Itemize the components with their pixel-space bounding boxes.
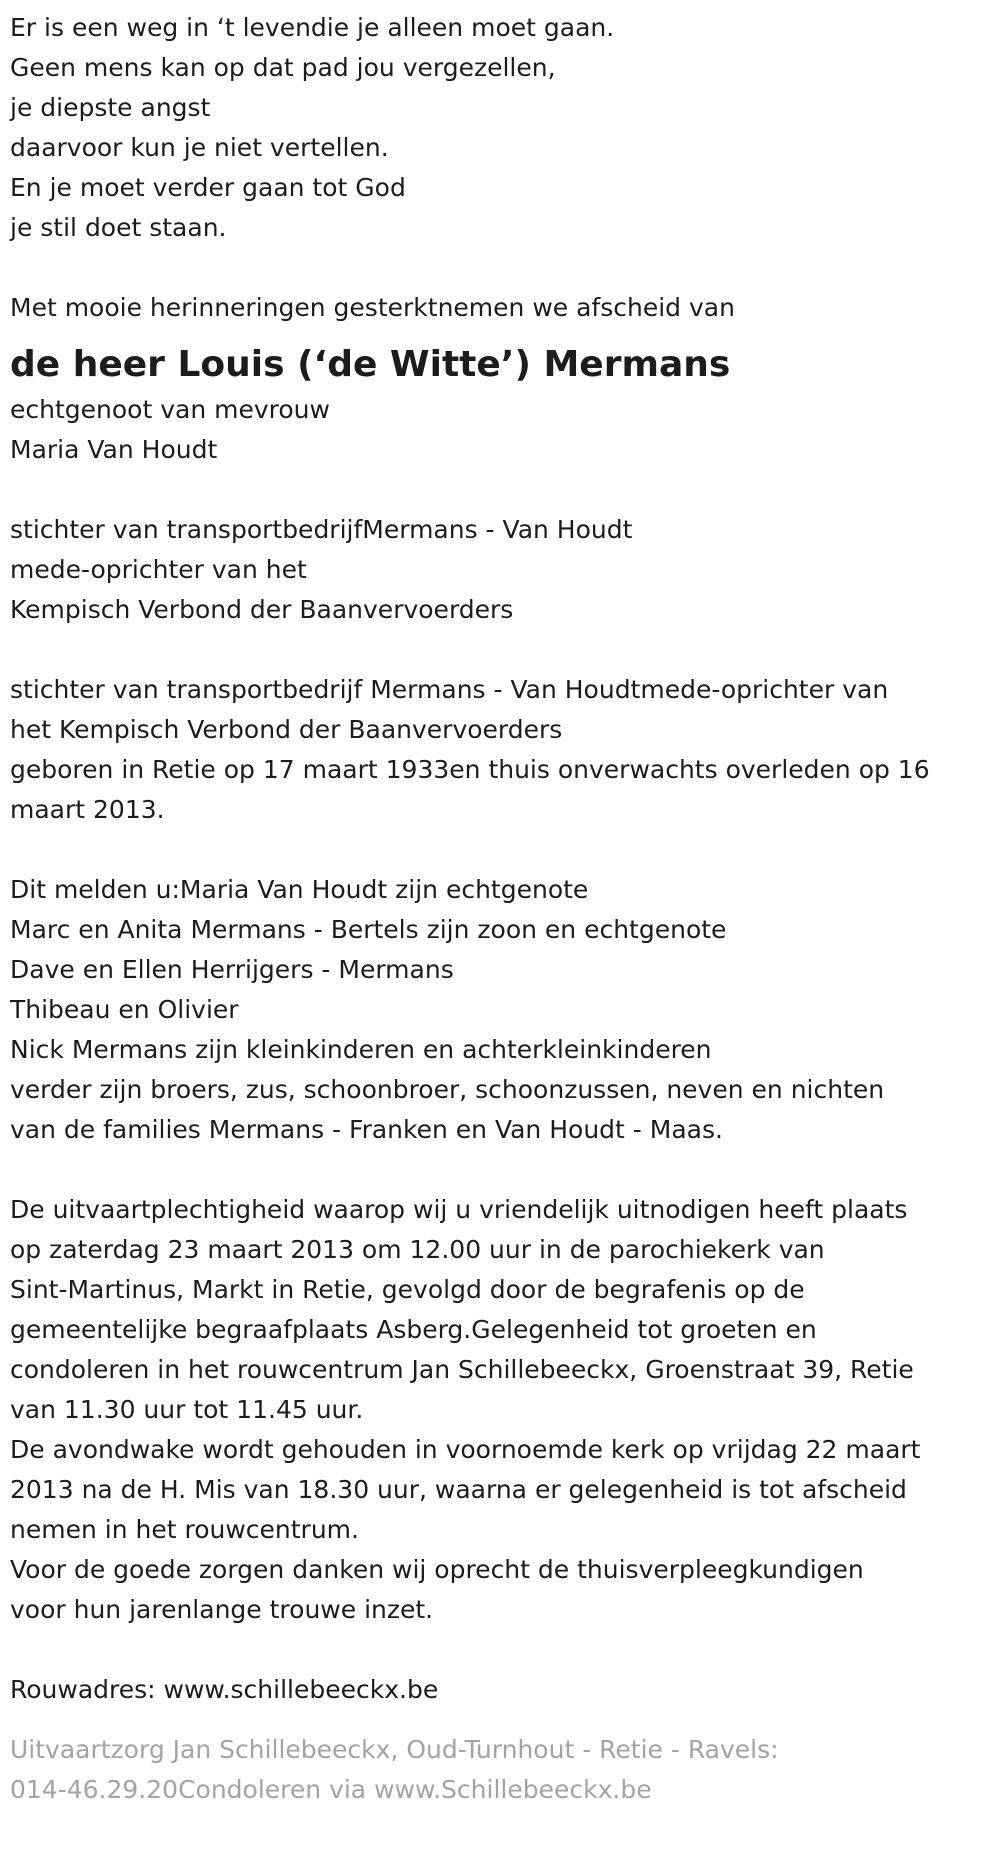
intro-text: Met mooie herinneringen gesterktnemen we afscheid van [10, 293, 735, 322]
mourning-address [10, 1670, 990, 1710]
deceased-name: de heer Louis (‘de Witte’) Mermans [10, 344, 731, 385]
family-line: Dit melden u:Maria Van Houdt zijn echtgenote [10, 875, 589, 904]
ceremony-line: De uitvaartplechtigheid waarop wij u vriendelijk uitnodigen heeft plaats [10, 1195, 908, 1224]
footer-line: Uitvaartzorg Jan Schillebeeckx, Oud-Turnhout - Retie - Ravels: [10, 1735, 779, 1764]
family-line: van de families Mermans - Franken en Van Houdt - Maas. [10, 1115, 723, 1144]
ceremony-line: Voor de goede zorgen danken wij oprecht de thuisverpleegkundigen [10, 1555, 864, 1584]
family-line: Marc en Anita Mermans - Bertels zijn zoon en echtgenote [10, 915, 727, 944]
ceremony-line: Sint-Martinus, Markt in Retie, gevolgd door de begrafenis op de [10, 1275, 805, 1304]
poem-line: En je moet verder gaan tot God [10, 173, 406, 202]
family-line: Dave en Ellen Herrijgers - Mermans [10, 955, 454, 984]
role-line: Kempisch Verbond der Baanvervoerders [10, 595, 514, 624]
family-line: verder zijn broers, zus, schoonbroer, schoonzussen, neven en nichten [10, 1075, 885, 1104]
roles [10, 510, 990, 630]
spouse-info [10, 390, 990, 470]
ceremony-line: gemeentelijke begraafplaats Asberg.Gelegenheid tot groeten en [10, 1315, 817, 1344]
ceremony-line: condoleren in het rouwcentrum Jan Schillebeeckx, Groenstraat 39, Retie [10, 1355, 914, 1384]
spouse-line: Maria Van Houdt [10, 435, 218, 464]
ceremony-line: op zaterdag 23 maart 2013 om 12.00 uur in de parochiekerk van [10, 1235, 825, 1264]
ceremony-line: De avondwake wordt gehouden in voornoemde kerk op vrijdag 22 maart [10, 1435, 921, 1464]
ceremony-line: 2013 na de H. Mis van 18.30 uur, waarna er gelegenheid is tot afscheid [10, 1475, 907, 1504]
intro [10, 288, 990, 328]
family-line: Nick Mermans zijn kleinkinderen en achterkleinkinderen [10, 1035, 712, 1064]
spouse-line: echtgenoot van mevrouw [10, 395, 330, 424]
poem-line: je diepste angst [10, 93, 211, 122]
funeral-home-footer [10, 1730, 990, 1810]
bio-line: stichter van transportbedrijf Mermans - Van Houdtmede-oprichter van [10, 675, 889, 704]
address-line: Rouwadres: www.schillebeeckx.be [10, 1675, 439, 1704]
poem [10, 8, 990, 248]
role-line: stichter van transportbedrijfMermans - Van Houdt [10, 515, 633, 544]
family-line: Thibeau en Olivier [10, 995, 239, 1024]
poem-line: je stil doet staan. [10, 213, 227, 242]
poem-line: Er is een weg in ‘t levendie je alleen moet gaan. [10, 13, 615, 42]
role-line: mede-oprichter van het [10, 555, 307, 584]
ceremony-line: van 11.30 uur tot 11.45 uur. [10, 1395, 364, 1424]
family-announcement [10, 870, 990, 1150]
ceremony-line: nemen in het rouwcentrum. [10, 1515, 359, 1544]
footer-line: 014-46.29.20Condoleren via www.Schillebeeckx.be [10, 1775, 652, 1804]
ceremony-details [10, 1190, 990, 1630]
bio-line: geboren in Retie op 17 maart 1933en thuis onverwachts overleden op 16 [10, 755, 930, 784]
bio-line: het Kempisch Verbond der Baanvervoerders [10, 715, 563, 744]
poem-line: Geen mens kan op dat pad jou vergezellen, [10, 53, 556, 82]
biography [10, 670, 990, 830]
ceremony-line: voor hun jarenlange trouwe inzet. [10, 1595, 434, 1624]
poem-line: daarvoor kun je niet vertellen. [10, 133, 389, 162]
bio-line: maart 2013. [10, 795, 165, 824]
